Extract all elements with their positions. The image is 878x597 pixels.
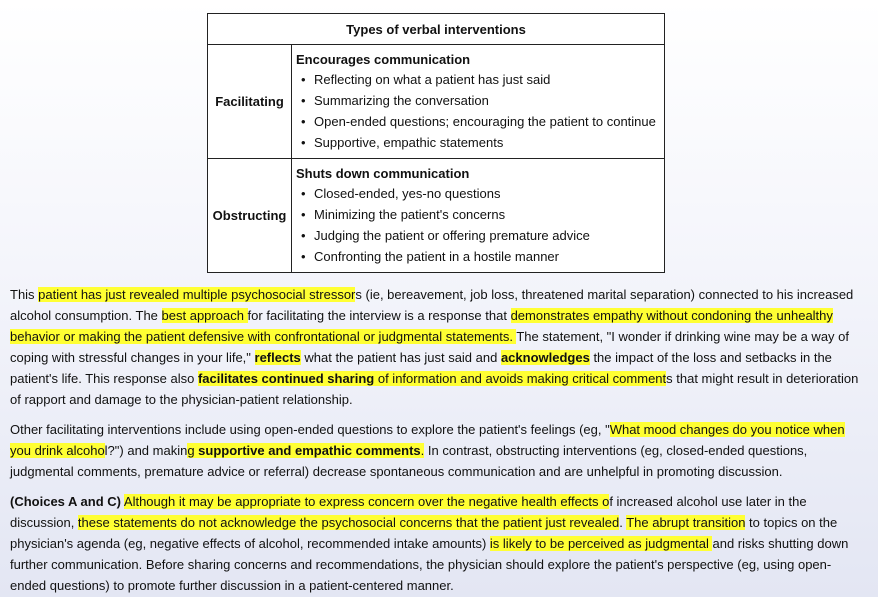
explanation-paragraph-3 [10, 491, 860, 596]
list-item: • Open-ended questions; encouraging the patient to continue [296, 111, 660, 132]
highlighted-text: demonstrates empathy without condoning the unhealthy behavior or making the patient defensive with confrontational or judgmental statements. [10, 308, 833, 344]
text-span: to topics on the physician's agenda (eg, negative effects of alcohol, recommended intake amounts) [10, 515, 838, 551]
bold-highlighted-text: facilitates continued sharing [197, 371, 375, 386]
bold-highlighted-text: reflects [254, 350, 301, 365]
table-header-row [208, 14, 665, 45]
highlighted-text: What mood changes do you notice when you drink alcoho [10, 422, 845, 458]
text-span: The statement, "I wonder if drinking wine may be a way of coping with stressful changes in your life," [10, 329, 850, 365]
text-span: Other facilitating interventions include using open-ended questions to explore the patient's feelings (eg, " [10, 422, 610, 437]
text-span: f increased alcohol use later in the discussion, [10, 494, 807, 530]
explanation-paragraph-2 [10, 419, 860, 482]
highlighted-text: these statements do not acknowledge the psychosocial concerns that the patient just revealed [77, 515, 620, 530]
bullet-list-facilitating [296, 69, 660, 153]
row-label-obstructing: Obstructing [208, 159, 292, 273]
text-span: s that might result in deterioration of rapport and damage to the physician-patient relationship. [10, 371, 859, 407]
row-label-facilitating: Facilitating [208, 45, 292, 159]
row-heading-obstructing: Shuts down communication [296, 166, 470, 181]
list-item: • Minimizing the patient's concerns [296, 204, 660, 225]
row-content-obstructing [292, 159, 665, 273]
text-span: and risks shutting down further communication. Before sharing concerns and recommendations, the physician should explore the patient's perspective (eg, using open-ended questions) to promote further discussion in a patient-centered manner. [10, 536, 849, 593]
row-content-facilitating [292, 45, 665, 159]
choices-label: (Choices A and C) [10, 494, 121, 509]
text-span: . [619, 515, 627, 530]
bullet-list-obstructing [296, 183, 660, 267]
interventions-table [207, 13, 665, 273]
text-span: This [10, 287, 39, 302]
explanation-paragraph-1 [10, 284, 860, 410]
list-item: • Reflecting on what a patient has just said [296, 69, 660, 90]
highlighted-text: is likely to be perceived as judgmental [489, 536, 713, 551]
bold-highlighted-text: acknowledges [500, 350, 590, 365]
highlighted-text: patient has just revealed multiple psychosocial stressor [38, 287, 356, 302]
highlighted-text: best approach [161, 308, 248, 323]
bold-highlighted-text: supportive and empathic comments [198, 443, 421, 458]
list-item: • Closed-ended, yes-no questions [296, 183, 660, 204]
table-row-obstructing [208, 159, 665, 273]
list-item: • Confronting the patient in a hostile manner [296, 246, 660, 267]
highlighted-text: . [420, 443, 425, 458]
text-span: s (ie, bereavement, job loss, threatened marital separation) connected to his increased alcohol consumption. The [10, 287, 854, 323]
highlighted-text: The abrupt transition [626, 515, 746, 530]
text-span: l?") and makin [104, 443, 188, 458]
list-item: • Judging the patient or offering premature advice [296, 225, 660, 246]
table-title: Types of verbal interventions [208, 14, 665, 45]
highlighted-text: of information and avoids making critical comment [374, 371, 667, 386]
list-item: • Summarizing the conversation [296, 90, 660, 111]
text-span: what the patient has just said and [300, 350, 501, 365]
list-item: • Supportive, empathic statements [296, 132, 660, 153]
text-span: for facilitating the interview is a response that [247, 308, 511, 323]
text-span: In contrast, obstructing interventions (eg, closed-ended questions, judgmental comments, premature advice or referral) decrease spontaneous communication and are unhelpful in promoting discussion. [10, 443, 808, 479]
highlighted-text: g [187, 443, 199, 458]
text-span: the impact of the loss and setbacks in the patient's life. This response also [10, 350, 832, 386]
table-row-facilitating [208, 45, 665, 159]
highlighted-text: Although it may be appropriate to express concern over the negative health effects o [123, 494, 610, 509]
row-heading-facilitating: Encourages communication [296, 52, 471, 67]
